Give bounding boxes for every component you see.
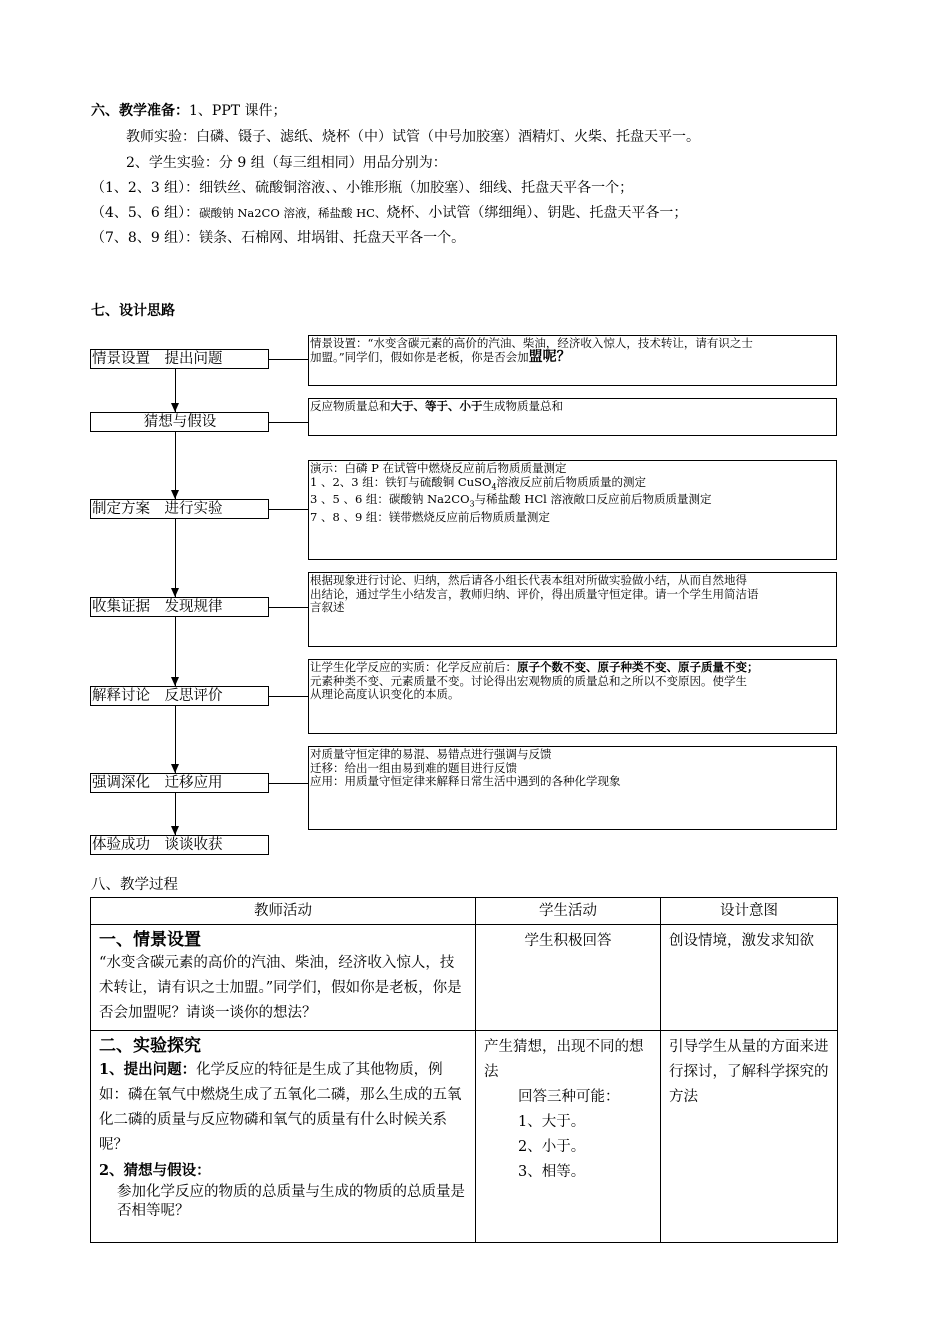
- note-subscript: 4: [491, 481, 497, 491]
- paragraph: [99, 1057, 467, 1158]
- prep-heading: 六、教学准备：: [91, 103, 189, 119]
- paragraph-text: 参加化学反应的物质的总质量与生成的物质的总质量是否相等呢？: [117, 1184, 465, 1219]
- note-line: [310, 400, 836, 414]
- prep-line-1: [91, 101, 287, 121]
- student-text: 回答三种可能：: [518, 1089, 620, 1105]
- flow-link: [268, 607, 308, 608]
- note-line: 情景设置：“水变含碳元素的高价的汽油、柴油，经济收入惊人，技术转让，请有识之士: [310, 336, 753, 350]
- prep-teacher-experiment: 教师实验：白磷、镊子、滤纸、烧杯（中）试管（中号加胶塞）酒精灯、火柴、托盘天平一。: [126, 129, 700, 145]
- note-text: 1 、2、3 组：铁钉与硫酸铜 CuSO: [310, 474, 492, 489]
- flow-arrow: [171, 588, 179, 597]
- flow-note-plan: [308, 460, 837, 560]
- note-line: 根据现象进行讨论、归纳，然后请各小组长代表本组对所做实验做小结，从而自然地得: [310, 573, 747, 587]
- flow-connector: [175, 705, 176, 773]
- student-activity-cell: [476, 1031, 661, 1243]
- note-text: 与稀盐酸 HCl 溶液敞口反应前后物质质量测定: [474, 492, 712, 507]
- col-header-teacher: 教师活动: [91, 898, 476, 925]
- student-activity-cell: 学生积极回答: [476, 925, 661, 1031]
- table-row: [91, 1031, 838, 1243]
- prep-group-2-reagents: 碳酸钠 Na2CO 溶液，稀盐酸 HC、: [199, 206, 387, 220]
- flow-step-application: 强调深化 迁移应用: [90, 773, 269, 793]
- prep-ppt: 1、PPT 课件；: [189, 103, 287, 119]
- flow-arrow: [171, 677, 179, 686]
- note-line: 言叙述: [310, 600, 345, 614]
- flow-link: [268, 509, 308, 510]
- section-title: 一、情景设置: [99, 930, 201, 950]
- flow-step-plan: 制定方案 进行实验: [90, 499, 269, 519]
- prep-student-experiment: 2、学生实验：分 9 组（每三组相同）用品分别为：: [126, 155, 447, 171]
- teacher-activity-text: “水变含碳元素的高价的汽油、柴油，经济收入惊人，技术转让，请有识之士加盟。”同学们，假如你是老板，你是否会加盟呢？请谈一谈你的想法？: [99, 955, 462, 1021]
- note-text: 3 、5 、6 组：碳酸钠 Na2CO: [310, 492, 470, 507]
- flow-note-hypothesis: [308, 398, 837, 436]
- student-text: 2、小于。: [518, 1139, 586, 1155]
- flow-note-scenario: [308, 335, 837, 386]
- note-text: 让学生化学反应的实质：化学反应前后：: [310, 660, 517, 674]
- note-line: [310, 661, 836, 675]
- flow-arrow: [171, 826, 179, 835]
- flow-arrow: [171, 403, 179, 412]
- flow-connector: [175, 518, 176, 597]
- note-subscript: 3: [469, 499, 475, 509]
- teacher-activity-cell: [91, 1031, 476, 1243]
- note-text-bold: 盟呢？: [528, 348, 571, 365]
- paragraph-label: 1、提出问题：: [99, 1061, 197, 1078]
- flow-note-evidence: [308, 572, 837, 647]
- flow-step-evidence: 收集证据 发现规律: [90, 597, 269, 617]
- flow-connector: [175, 431, 176, 499]
- note-line: 出结论，通过学生小结发言，教师归纳、评价，得出质量守恒定律。请一个学生用简洁语: [310, 586, 759, 601]
- prep-group-2-items: 烧杯、小试管（绑细绳）、钥匙、托盘天平各一；: [386, 205, 688, 221]
- prep-group-2-label: （4、5、6 组）：: [91, 205, 200, 221]
- table-header-row: [91, 898, 838, 925]
- flow-link: [268, 783, 308, 784]
- process-table: [90, 897, 838, 1243]
- note-text: 加盟。”同学们，假如你是老板，你是否会加: [310, 349, 529, 364]
- flow-step-summary: 体验成功 谈谈收获: [90, 835, 269, 855]
- note-line: 对质量守恒定律的易混、易错点进行强调与反馈: [310, 747, 552, 761]
- flow-step-discussion: 解释讨论 反思评价: [90, 686, 269, 706]
- flow-link: [268, 696, 308, 697]
- flow-note-discussion: [308, 659, 837, 734]
- design-heading: 七、设计思路: [91, 303, 175, 319]
- note-text-bold: 原子个数不变、原子种类不变、原子质量不变；: [517, 660, 759, 674]
- student-text: 1、大于。: [518, 1114, 586, 1130]
- teacher-activity-cell: [91, 925, 476, 1031]
- note-line: 从理论高度认识变化的本质。: [310, 687, 460, 701]
- note-line: 迁移：给出一组由易到难的题目进行反馈: [310, 760, 517, 775]
- section-title: 二、实验探究: [99, 1036, 201, 1056]
- note-line: [310, 348, 836, 365]
- col-header-intent: 设计意图: [661, 898, 838, 925]
- note-text-bold: 大于、等于、小于: [390, 399, 483, 413]
- paragraph-text: 化学反应的特征是生成了其他物质，例如：磷在氧气中燃烧生成了五氧化二磷，那么生成的五氧化二磷的质量与反应物磷和氧气的质量有什么时候关系呢？: [99, 1062, 462, 1153]
- flow-link: [268, 422, 308, 423]
- col-header-student: 学生活动: [476, 898, 661, 925]
- student-text: 产生猜想，出现不同的想法: [484, 1039, 644, 1080]
- note-line: 7 、8 、9 组：镁带燃烧反应前后物质质量测定: [310, 510, 550, 525]
- note-text: 溶液反应前后物质质量的测定: [496, 474, 647, 489]
- note-text: 反应物质量总和: [310, 399, 391, 413]
- paragraph-label: 2、猜想与假设：: [99, 1162, 211, 1179]
- note-line: 应用：用质量守恒定律来解释日常生活中遇到的各种化学现象: [310, 774, 621, 788]
- note-text: 生成物质量总和: [482, 399, 563, 413]
- prep-group-2: [91, 203, 687, 223]
- flow-arrow: [171, 764, 179, 773]
- table-row: [91, 925, 838, 1031]
- note-line: 元素种类不变、元素质量不变。讨论得出宏观物质的质量总和之所以不变原因。使学生: [310, 673, 747, 688]
- design-intent-cell: 创设情境，激发求知欲: [661, 925, 838, 1031]
- flow-note-application: [308, 746, 837, 830]
- design-intent-cell: 引导学生从量的方面来进行探讨，了解科学探究的方法: [661, 1031, 838, 1243]
- flow-step-scenario: 情景设置 提出问题: [90, 349, 269, 369]
- flow-link: [268, 359, 308, 360]
- note-line: [310, 493, 836, 511]
- note-line: [310, 476, 836, 494]
- prep-group-3: （7、8、9 组）：镁条、石棉网、坩埚钳、托盘天平各一个。: [91, 230, 466, 246]
- student-text: 3、相等。: [518, 1164, 586, 1180]
- note-line: 演示：白磷 P 在试管中燃烧反应前后物质质量测定: [310, 461, 567, 475]
- flow-step-hypothesis: 猜想与假设: [90, 412, 269, 432]
- flow-arrow: [171, 490, 179, 499]
- process-heading: 八、教学过程: [91, 877, 178, 893]
- flow-connector: [175, 616, 176, 686]
- prep-group-1: （1、2、3 组）：细铁丝、硫酸铜溶液、、小锥形瓶（加胶塞）、细线、托盘天平各一个；: [91, 180, 634, 196]
